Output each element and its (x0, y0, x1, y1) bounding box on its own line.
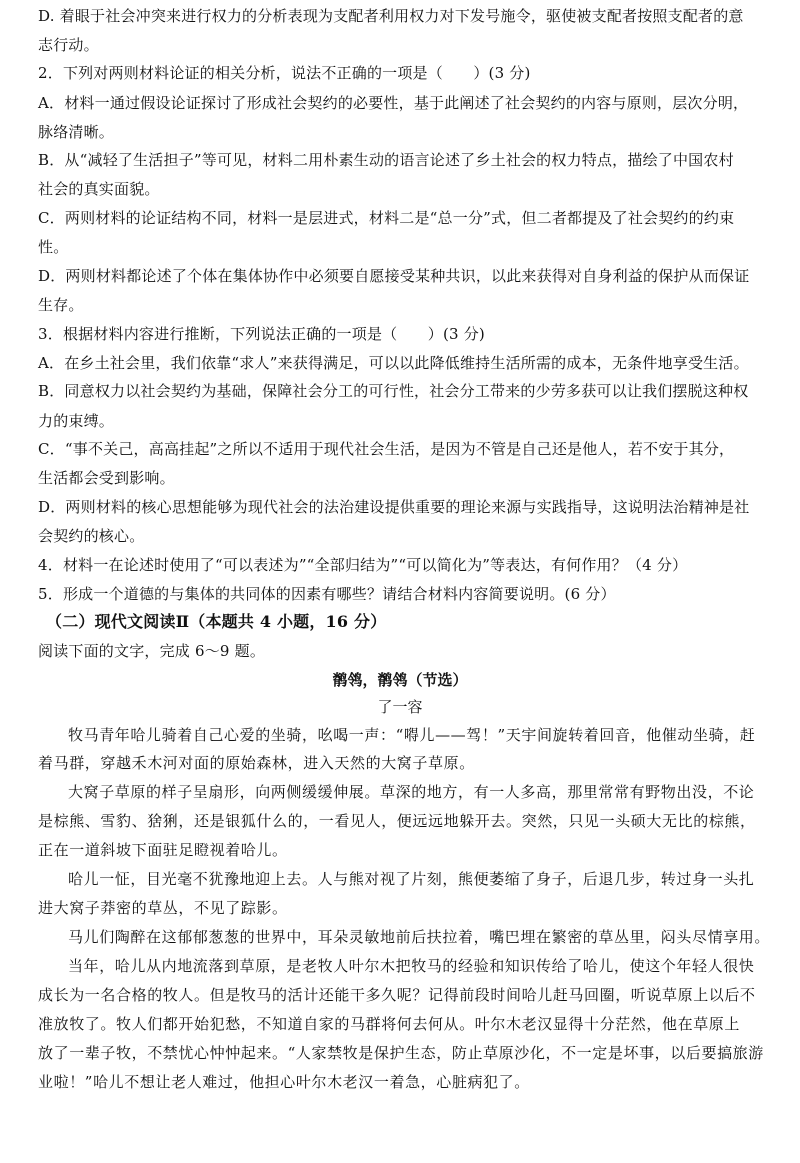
q2-option-c-line-2: 性。 (38, 238, 69, 256)
paragraph-2-line-1: 大窝子草原的样子呈扇形，向两侧缓缓伸展。草深的地方，有一人多高，那里常常有野物出没，不论 (68, 783, 755, 801)
q3-option-d-line-2: 会契约的核心。 (38, 527, 145, 545)
paragraph-3-line-1: 哈儿一怔，目光毫不犹豫地迎上去。人与熊对视了片刻，熊便萎缩了身子，后退几步，转过身一头扎 (68, 870, 755, 888)
q2-option-c-line-1: C．两则材料的论证结构不同，材料一是层进式，材料二是“总一分”式，但二者都提及了社会契约的约束 (38, 209, 735, 227)
story-title: 鹡鸰，鹡鸰（节选） (332, 671, 468, 689)
q1-option-d-line-2: 志行动。 (38, 36, 99, 54)
paragraph-2-line-2: 是棕熊、雪豹、猞猁，还是银狐什么的，一看见人，便远远地躲开去。突然，只见一头硕大无比的棕熊， (38, 812, 756, 830)
paragraph-5-line-3: 准放牧了。牧人们都开始犯愁，不知道自家的马群将何去何从。叶尔木老汉显得十分茫然，他在草原上 (38, 1015, 741, 1033)
q5-stem: 5．形成一个道德的与集体的共同体的因素有哪些？请结合材料内容简要说明。(6 分） (38, 585, 616, 603)
paragraph-5-line-1: 当年，哈儿从内地流落到草原，是老牧人叶尔木把牧马的经验和知识传给了哈儿，使这个年轻人很快 (68, 957, 755, 975)
q1-option-d-line-1: D. 着眼于社会冲突来进行权力的分析表现为支配者利用权力对下发号施令，驱使被支配者按照支配者的意 (38, 7, 744, 25)
q3-option-b-line-1: B．同意权力以社会契约为基础，保障社会分工的可行性，社会分工带来的少劳多获可以让我们摆脱这种权 (38, 382, 749, 400)
q2-option-b-line-1: B．从“减轻了生活担子”等可见，材料二用朴素生动的语言论述了乡土社会的权力特点，描绘了中国农村 (38, 151, 734, 169)
paragraph-2-line-3: 正在一道斜坡下面驻足瞪视着哈儿。 (38, 841, 288, 859)
q3-option-d-line-1: D．两则材料的核心思想能够为现代社会的法治建设提供重要的理论来源与实践指导，这说明法治精神是社 (38, 498, 750, 516)
paragraph-1-line-1: 牧马青年哈儿骑着自己心爱的坐骑，吆喝一声：“嘚儿——驾！”天宇间旋转着回音，他催动坐骑，赶 (68, 726, 756, 744)
section-instruction: 阅读下面的文字，完成 6～9 题。 (38, 642, 266, 660)
q2-option-d-line-2: 生存。 (38, 296, 84, 314)
q4-stem: 4．材料一在论述时使用了“可以表述为”“全部归结为”“可以简化为”等表达，有何作用？（4 分） (38, 556, 688, 574)
paragraph-5-line-5: 业啦！”哈儿不想让老人难过，他担心叶尔木老汉一着急，心脏病犯了。 (38, 1073, 530, 1091)
paragraph-5-line-2: 成长为一名合格的牧人。但是牧马的活计还能干多久呢？记得前段时间哈儿赶马回圈，听说草原上以后不 (38, 986, 756, 1004)
paragraph-5-line-4: 放了一辈子牧，不禁忧心忡忡起来。“人家禁牧是保护生态，防止草原沙化，不一定是坏事，以后要搞旅游 (38, 1044, 764, 1062)
paragraph-4-line-1: 马儿们陶醉在这郁郁葱葱的世界中，耳朵灵敏地前后扶拉着，嘴巴埋在繁密的草丛里，闷头尽情享用。 (68, 928, 771, 946)
q3-option-c-line-1: C．“事不关己，高高挂起”之所以不适用于现代社会生活，是因为不管是自己还是他人，若不安于其分， (38, 440, 735, 458)
q2-option-a-line-2: 脉络清晰。 (38, 123, 115, 141)
story-author: 了一容 (377, 698, 423, 716)
q3-stem: 3．根据材料内容进行推断，下列说法正确的一项是（ ）(3 分) (38, 325, 485, 343)
q2-option-d-line-1: D．两则材料都论述了个体在集体协作中必须要自愿接受某种共识，以此来获得对自身利益的保护从而保证 (38, 267, 750, 285)
q3-option-b-line-2: 力的束缚。 (38, 412, 115, 430)
q3-option-a-line-1: A．在乡土社会里，我们依靠“求人”来获得满足，可以以此降低维持生活所需的成本，无条件地享受生活。 (38, 354, 749, 372)
q2-option-a-line-1: A．材料一通过假设论证探讨了形成社会契约的必要性，基于此阐述了社会契约的内容与原则，层次分明， (38, 94, 749, 112)
q2-option-b-line-2: 社会的真实面貌。 (38, 180, 160, 198)
q2-stem: 2．下列对两则材料论证的相关分析，说法不正确的一项是（ ）(3 分) (38, 64, 531, 82)
paragraph-3-line-2: 进大窝子莽密的草丛，不见了踪影。 (38, 899, 288, 917)
paragraph-1-line-2: 着马群，穿越禾木河对面的原始森林，进入天然的大窝子草原。 (38, 754, 475, 772)
section-heading: （二）现代文阅读Ⅱ（本题共 4 小题，16 分） (46, 612, 387, 631)
q3-option-c-line-2: 生活都会受到影响。 (38, 469, 175, 487)
